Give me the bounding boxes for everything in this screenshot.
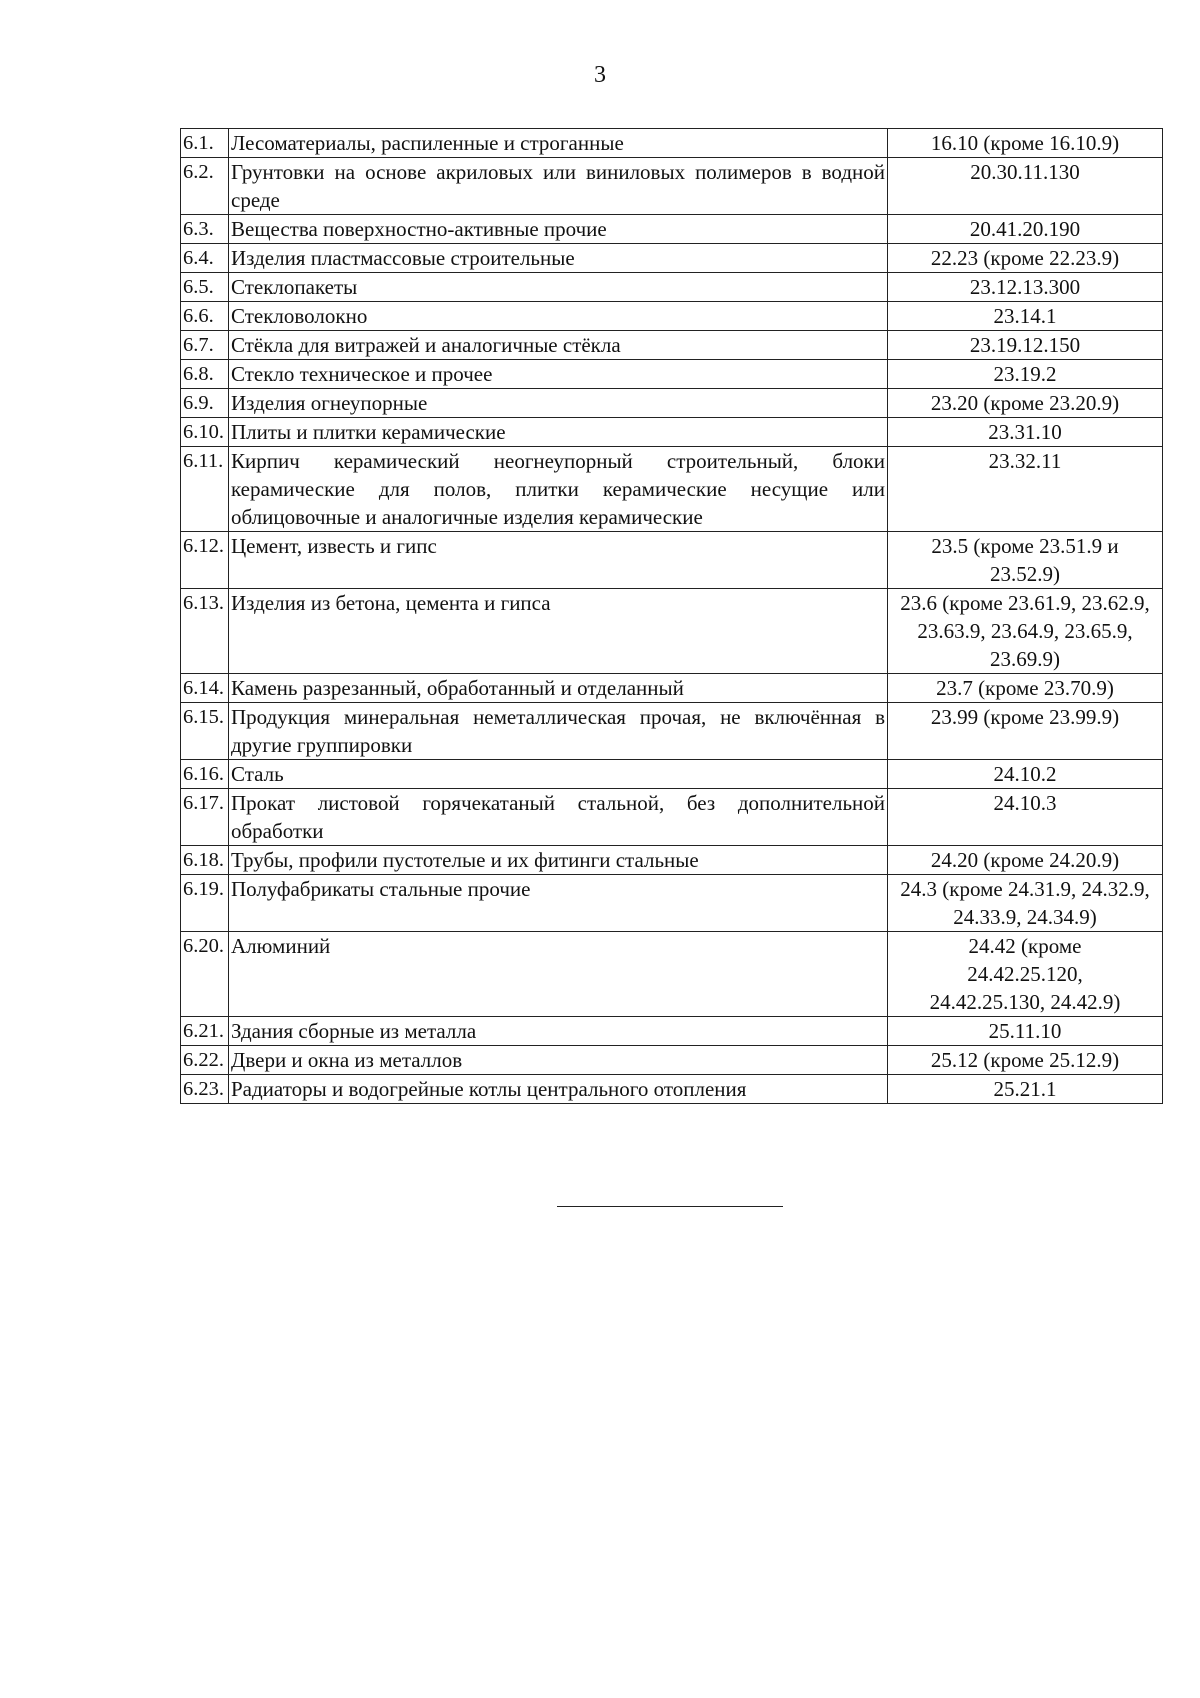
row-name: Лесоматериалы, распиленные и строганные	[229, 129, 888, 158]
table-row	[181, 875, 1163, 932]
table-row	[181, 302, 1163, 331]
row-code: 20.41.20.190	[888, 215, 1163, 244]
table-row	[181, 846, 1163, 875]
end-rule-divider	[557, 1206, 783, 1207]
table-row	[181, 360, 1163, 389]
row-number: 6.18.	[181, 846, 229, 875]
row-number: 6.15.	[181, 703, 229, 760]
row-name: Трубы, профили пустотелые и их фитинги стальные	[229, 846, 888, 875]
row-number: 6.17.	[181, 789, 229, 846]
row-code: 24.20 (кроме 24.20.9)	[888, 846, 1163, 875]
row-number: 6.1.	[181, 129, 229, 158]
table-row	[181, 447, 1163, 532]
row-code: 24.10.3	[888, 789, 1163, 846]
row-number: 6.14.	[181, 674, 229, 703]
row-name: Изделия огнеупорные	[229, 389, 888, 418]
table-row	[181, 589, 1163, 674]
row-name: Изделия из бетона, цемента и гипса	[229, 589, 888, 674]
row-name: Стекловолокно	[229, 302, 888, 331]
row-number: 6.5.	[181, 273, 229, 302]
row-code: 23.20 (кроме 23.20.9)	[888, 389, 1163, 418]
table-row	[181, 932, 1163, 1017]
row-name: Изделия пластмассовые строительные	[229, 244, 888, 273]
row-name: Камень разрезанный, обработанный и отделанный	[229, 674, 888, 703]
table-row	[181, 273, 1163, 302]
table-row	[181, 215, 1163, 244]
row-name: Цемент, известь и гипс	[229, 532, 888, 589]
row-name: Продукция минеральная неметаллическая прочая, не включённая в другие группировки	[229, 703, 888, 760]
row-code: 25.21.1	[888, 1075, 1163, 1104]
row-name: Стекло техническое и прочее	[229, 360, 888, 389]
table-row	[181, 1046, 1163, 1075]
table-row	[181, 1075, 1163, 1104]
row-number: 6.11.	[181, 447, 229, 532]
row-number: 6.10.	[181, 418, 229, 447]
page-number: 3	[594, 62, 606, 88]
row-number: 6.20.	[181, 932, 229, 1017]
table-row	[181, 789, 1163, 846]
table-row	[181, 703, 1163, 760]
row-number: 6.2.	[181, 158, 229, 215]
row-code: 25.11.10	[888, 1017, 1163, 1046]
row-code: 24.3 (кроме 24.31.9, 24.32.9, 24.33.9, 24.34.9)	[888, 875, 1163, 932]
row-name: Двери и окна из металлов	[229, 1046, 888, 1075]
row-code: 23.19.12.150	[888, 331, 1163, 360]
row-number: 6.9.	[181, 389, 229, 418]
row-code: 24.42 (кроме 24.42.25.120, 24.42.25.130, 24.42.9)	[888, 932, 1163, 1017]
row-code: 23.7 (кроме 23.70.9)	[888, 674, 1163, 703]
row-number: 6.7.	[181, 331, 229, 360]
row-code: 16.10 (кроме 16.10.9)	[888, 129, 1163, 158]
row-name: Плиты и плитки керамические	[229, 418, 888, 447]
row-name: Радиаторы и водогрейные котлы центрального отопления	[229, 1075, 888, 1104]
row-name: Алюминий	[229, 932, 888, 1017]
row-name: Стеклопакеты	[229, 273, 888, 302]
products-table	[180, 128, 1163, 1104]
row-name: Кирпич керамический неогнеупорный строительный, блоки керамические для полов, плитки керамические несущие или облицовочные и аналогичные изделия керамические	[229, 447, 888, 532]
row-name: Здания сборные из металла	[229, 1017, 888, 1046]
row-code: 23.19.2	[888, 360, 1163, 389]
row-code: 23.5 (кроме 23.51.9 и 23.52.9)	[888, 532, 1163, 589]
row-name: Полуфабрикаты стальные прочие	[229, 875, 888, 932]
row-number: 6.4.	[181, 244, 229, 273]
row-code: 23.12.13.300	[888, 273, 1163, 302]
table-row	[181, 244, 1163, 273]
row-name: Сталь	[229, 760, 888, 789]
table-row	[181, 331, 1163, 360]
table-row	[181, 129, 1163, 158]
row-code: 25.12 (кроме 25.12.9)	[888, 1046, 1163, 1075]
row-number: 6.3.	[181, 215, 229, 244]
row-code: 23.32.11	[888, 447, 1163, 532]
row-name: Вещества поверхностно-активные прочие	[229, 215, 888, 244]
table-row	[181, 674, 1163, 703]
table-row	[181, 389, 1163, 418]
row-code: 23.6 (кроме 23.61.9, 23.62.9, 23.63.9, 23.64.9, 23.65.9, 23.69.9)	[888, 589, 1163, 674]
row-code: 24.10.2	[888, 760, 1163, 789]
row-name: Стёкла для витражей и аналогичные стёкла	[229, 331, 888, 360]
row-code: 23.31.10	[888, 418, 1163, 447]
row-number: 6.22.	[181, 1046, 229, 1075]
row-code: 23.99 (кроме 23.99.9)	[888, 703, 1163, 760]
row-code: 20.30.11.130	[888, 158, 1163, 215]
table-row	[181, 1017, 1163, 1046]
row-code: 22.23 (кроме 22.23.9)	[888, 244, 1163, 273]
row-number: 6.6.	[181, 302, 229, 331]
row-number: 6.13.	[181, 589, 229, 674]
row-name: Прокат листовой горячекатаный стальной, без дополнительной обработки	[229, 789, 888, 846]
table-row	[181, 158, 1163, 215]
row-number: 6.19.	[181, 875, 229, 932]
table-row	[181, 418, 1163, 447]
row-number: 6.12.	[181, 532, 229, 589]
table-row	[181, 532, 1163, 589]
row-code: 23.14.1	[888, 302, 1163, 331]
row-number: 6.23.	[181, 1075, 229, 1104]
row-number: 6.8.	[181, 360, 229, 389]
row-number: 6.16.	[181, 760, 229, 789]
row-name: Грунтовки на основе акриловых или виниловых полимеров в водной среде	[229, 158, 888, 215]
row-number: 6.21.	[181, 1017, 229, 1046]
table-row	[181, 760, 1163, 789]
